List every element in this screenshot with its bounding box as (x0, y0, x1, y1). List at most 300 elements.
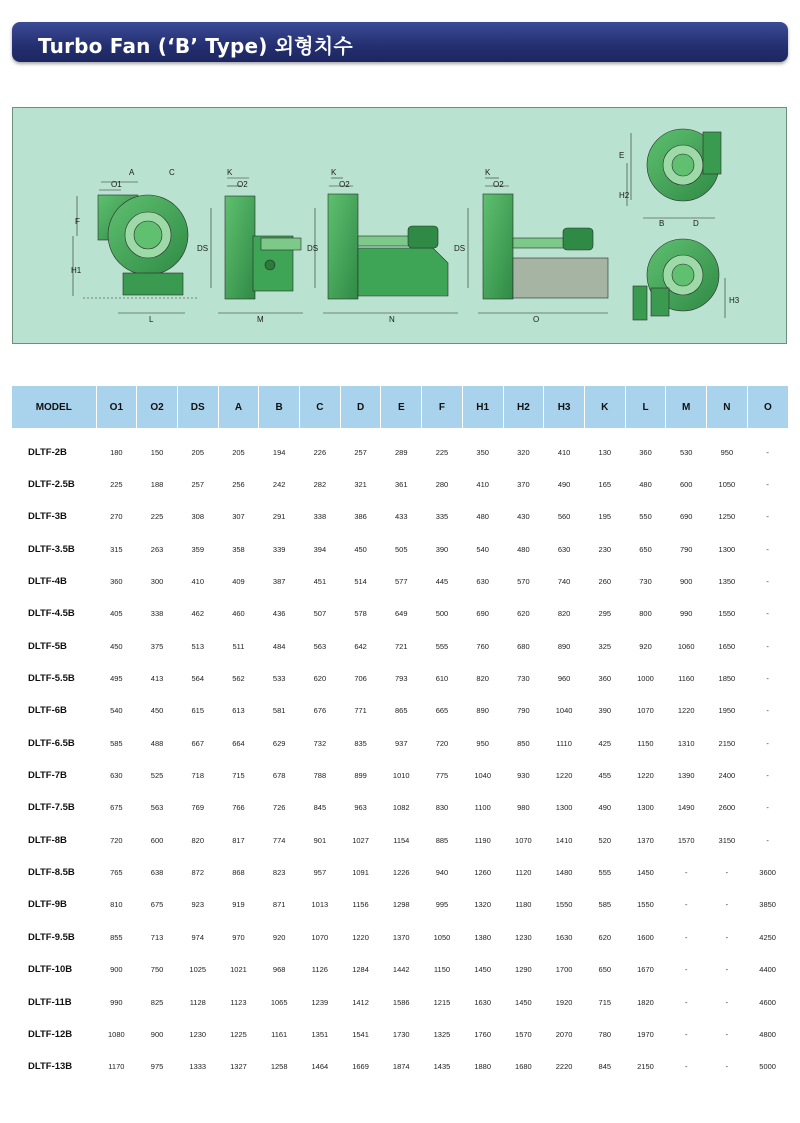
value-cell: 339 (272, 544, 286, 554)
value-cell: 1480 (555, 868, 573, 878)
value-cell: 1920 (555, 997, 573, 1007)
value-cell: 320 (517, 447, 530, 457)
column-header: H1 (462, 386, 503, 428)
value-cell: - (766, 577, 769, 587)
value-cell: 450 (150, 706, 164, 716)
value-cell: - (766, 480, 769, 490)
model-cell: DLTF-5B (28, 640, 67, 652)
column-header: C (300, 386, 341, 428)
value-cell: 760 (476, 641, 489, 651)
value-cell: 1021 (230, 965, 247, 975)
value-cell: 820 (557, 609, 571, 619)
value-cell: 1325 (433, 1029, 451, 1039)
value-cell: 919 (232, 900, 245, 910)
value-cell: - (725, 868, 729, 878)
value-cell: 713 (150, 932, 164, 942)
value-cell: 1320 (474, 900, 492, 910)
value-cell: 1082 (392, 803, 410, 813)
value-cell: 1410 (555, 835, 573, 845)
value-cell: 968 (272, 965, 286, 975)
value-cell: 1230 (189, 1029, 207, 1039)
value-cell: 505 (395, 544, 408, 554)
value-cell: 1298 (392, 900, 410, 910)
value-cell: 1220 (352, 932, 369, 942)
value-cell: 957 (313, 868, 327, 878)
value-cell: 890 (557, 641, 571, 651)
label-h3: H3 (729, 296, 740, 305)
column-header: O (747, 386, 788, 428)
model-cell: DLTF-13B (28, 1061, 73, 1073)
label-h2: H2 (619, 191, 630, 200)
label-e: E (619, 151, 625, 160)
side-view-b (315, 178, 458, 313)
value-cell: 1220 (555, 771, 573, 781)
value-cell: 460 (232, 609, 245, 619)
value-cell: 225 (435, 447, 449, 457)
value-cell: 920 (639, 641, 652, 651)
value-cell: 810 (110, 900, 123, 910)
value-cell: - (684, 1062, 688, 1072)
value-cell: 1070 (515, 835, 532, 845)
model-cell: DLTF-12B (28, 1028, 73, 1040)
value-cell: 690 (476, 609, 489, 619)
column-header: D (340, 386, 381, 428)
value-cell: 750 (150, 965, 164, 975)
value-cell: 890 (476, 706, 489, 716)
value-cell: 667 (191, 738, 205, 748)
value-cell: 1180 (515, 900, 532, 910)
value-cell: 1025 (189, 965, 207, 975)
value-cell: 676 (313, 706, 327, 716)
value-cell: 868 (232, 868, 245, 878)
value-cell: - (766, 771, 769, 781)
value-cell: 950 (720, 447, 734, 457)
value-cell: 629 (272, 738, 286, 748)
column-header: A (218, 386, 259, 428)
value-cell: 2400 (718, 771, 736, 781)
value-cell: 507 (313, 609, 327, 619)
label-h1: H1 (71, 266, 82, 275)
value-cell: 410 (557, 447, 571, 457)
value-cell: 1550 (718, 609, 736, 619)
value-cell: 520 (598, 835, 612, 845)
table-row (12, 1018, 788, 1050)
value-cell: 963 (354, 803, 367, 813)
value-cell: 564 (191, 674, 205, 684)
value-cell: 405 (110, 609, 123, 619)
column-header: F (422, 386, 463, 428)
label-o1: O1 (111, 180, 122, 189)
value-cell: 360 (598, 674, 612, 684)
value-cell: 130 (598, 447, 612, 457)
value-cell: 308 (191, 512, 205, 522)
value-cell: 410 (191, 577, 205, 587)
column-header: O1 (96, 386, 137, 428)
value-cell: 436 (272, 609, 286, 619)
value-cell: 562 (232, 674, 245, 684)
value-cell: 771 (354, 706, 367, 716)
value-cell: 1154 (393, 835, 410, 845)
label-l: L (149, 315, 154, 324)
label-ds-3: DS (454, 244, 466, 253)
value-cell: 675 (150, 900, 164, 910)
value-cell: 900 (150, 1029, 164, 1039)
value-cell: 726 (272, 803, 286, 813)
value-cell: 730 (517, 674, 530, 684)
value-cell: 514 (354, 577, 367, 587)
value-cell: 664 (232, 738, 245, 748)
value-cell: 270 (110, 512, 123, 522)
model-cell: DLTF-8.5B (28, 867, 75, 879)
value-cell: 872 (191, 868, 205, 878)
value-cell: 165 (598, 480, 612, 490)
value-cell: 257 (354, 447, 367, 457)
value-cell: - (766, 674, 769, 684)
value-cell: 409 (232, 577, 245, 587)
value-cell: 1091 (352, 868, 369, 878)
value-cell: 1070 (637, 706, 654, 716)
value-cell: 455 (598, 771, 612, 781)
model-cell: DLTF-5.5B (28, 673, 75, 685)
value-cell: 800 (639, 609, 652, 619)
column-header: M (666, 386, 707, 428)
value-cell: 513 (191, 641, 205, 651)
value-cell: 706 (354, 674, 367, 684)
value-cell: 394 (313, 544, 327, 554)
value-cell: 361 (395, 480, 408, 490)
value-cell: 260 (598, 577, 612, 587)
value-cell: 525 (150, 771, 164, 781)
value-cell: 540 (110, 706, 123, 716)
value-cell: 1230 (515, 932, 532, 942)
value-cell: 630 (557, 544, 571, 554)
value-cell: 732 (313, 738, 327, 748)
value-cell: 1239 (311, 997, 329, 1007)
value-cell: 263 (150, 544, 164, 554)
value-cell: 577 (395, 577, 408, 587)
value-cell: 823 (272, 868, 286, 878)
value-cell: - (725, 900, 729, 910)
table-row (12, 792, 788, 824)
value-cell: 581 (272, 706, 286, 716)
value-cell: 1126 (311, 965, 328, 975)
table-row (12, 921, 788, 953)
dimension-table (12, 386, 788, 1083)
value-cell: 678 (272, 771, 286, 781)
value-cell: 480 (639, 480, 652, 490)
value-cell: 1110 (556, 738, 572, 748)
value-cell: 1874 (392, 1062, 410, 1072)
column-header: H3 (544, 386, 585, 428)
value-cell: 620 (517, 609, 530, 619)
label-o: O (533, 315, 540, 324)
value-cell: 923 (191, 900, 205, 910)
label-m: M (257, 315, 264, 324)
value-cell: 718 (191, 771, 205, 781)
value-cell: 600 (679, 480, 693, 490)
value-cell: 1060 (677, 641, 695, 651)
value-cell: 282 (313, 480, 327, 490)
value-cell: 1390 (677, 771, 695, 781)
value-cell: 533 (272, 674, 286, 684)
value-cell: 715 (232, 771, 245, 781)
value-cell: 585 (110, 738, 123, 748)
value-cell: 1013 (311, 900, 329, 910)
value-cell: 1700 (555, 965, 573, 975)
value-cell: 950 (476, 738, 489, 748)
value-cell: 3150 (718, 835, 736, 845)
value-cell: 570 (517, 577, 530, 587)
value-cell: 321 (354, 480, 367, 490)
value-cell: 1040 (474, 771, 492, 781)
table-row (12, 428, 788, 468)
value-cell: - (684, 900, 688, 910)
value-cell: 769 (191, 803, 205, 813)
value-cell: 920 (272, 932, 286, 942)
value-cell: 766 (232, 803, 245, 813)
value-cell: 1000 (637, 674, 654, 684)
value-cell: 563 (313, 641, 327, 651)
value-cell: 610 (435, 674, 449, 684)
label-o2-1: O2 (237, 180, 248, 189)
value-cell: 900 (110, 965, 123, 975)
value-cell: 256 (232, 480, 245, 490)
value-cell: 338 (313, 512, 327, 522)
value-cell: 370 (517, 480, 530, 490)
value-cell: 560 (557, 512, 571, 522)
value-cell: - (725, 1029, 729, 1039)
value-cell: 1490 (677, 803, 695, 813)
value-cell: 1050 (718, 480, 736, 490)
value-cell: 1120 (515, 868, 532, 878)
value-cell: 1450 (515, 997, 532, 1007)
value-cell: 360 (639, 447, 652, 457)
value-cell: 901 (313, 835, 327, 845)
value-cell: 1284 (352, 965, 369, 975)
value-cell: 620 (598, 932, 612, 942)
value-cell: 300 (150, 577, 164, 587)
value-cell: 1730 (392, 1029, 410, 1039)
value-cell: 970 (232, 932, 245, 942)
value-cell: 1333 (189, 1062, 207, 1072)
value-cell: 1450 (637, 868, 654, 878)
value-cell: 1260 (474, 868, 492, 878)
value-cell: 1300 (637, 803, 654, 813)
value-cell: 730 (639, 577, 652, 587)
table-row (12, 856, 788, 888)
value-cell: 900 (679, 577, 693, 587)
value-cell: 225 (150, 512, 164, 522)
value-cell: 358 (232, 544, 245, 554)
value-cell: 630 (110, 771, 123, 781)
value-cell: - (725, 997, 729, 1007)
bottom-view (633, 239, 725, 320)
label-f: F (75, 217, 80, 226)
table-row (12, 889, 788, 921)
value-cell: - (684, 997, 688, 1007)
value-cell: 930 (517, 771, 530, 781)
label-c: C (169, 168, 175, 177)
value-cell: 194 (272, 447, 286, 457)
table-row (12, 824, 788, 856)
value-cell: 630 (476, 577, 489, 587)
table-header-row (12, 386, 788, 428)
value-cell: 433 (395, 512, 408, 522)
value-cell: 1670 (637, 965, 654, 975)
value-cell: - (725, 1062, 729, 1072)
value-cell: 495 (110, 674, 123, 684)
model-cell: DLTF-2B (28, 446, 67, 458)
column-header: E (381, 386, 422, 428)
value-cell: 1970 (637, 1029, 654, 1039)
column-header: O2 (137, 386, 178, 428)
table-body (12, 428, 788, 1083)
value-cell: 642 (354, 641, 367, 651)
value-cell: 360 (110, 577, 123, 587)
table-row (12, 954, 788, 986)
value-cell: 578 (354, 609, 367, 619)
front-view (73, 182, 198, 313)
value-cell: 820 (476, 674, 489, 684)
value-cell: 835 (354, 738, 367, 748)
value-cell: - (766, 609, 769, 619)
value-cell: 1541 (352, 1029, 369, 1039)
value-cell: 1370 (392, 932, 410, 942)
value-cell: 291 (272, 512, 286, 522)
value-cell: 230 (598, 544, 612, 554)
value-cell: 530 (679, 447, 693, 457)
value-cell: 5000 (759, 1062, 776, 1072)
value-cell: 226 (313, 447, 327, 457)
model-cell: DLTF-11B (28, 996, 72, 1008)
value-cell: 1040 (555, 706, 573, 716)
value-cell: 1100 (474, 803, 491, 813)
value-cell: 937 (395, 738, 408, 748)
label-o2-2: O2 (339, 180, 350, 189)
value-cell: 4600 (759, 997, 776, 1007)
label-ds-1: DS (197, 244, 209, 253)
value-cell: 1258 (270, 1062, 288, 1072)
value-cell: 820 (191, 835, 205, 845)
value-cell: 1150 (637, 738, 654, 748)
label-b: B (659, 219, 665, 228)
model-cell: DLTF-7.5B (28, 802, 75, 814)
value-cell: 205 (232, 447, 245, 457)
label-n: N (389, 315, 395, 324)
value-cell: 1586 (392, 997, 410, 1007)
value-cell: 980 (517, 803, 530, 813)
value-cell: 1220 (677, 706, 695, 716)
value-cell: - (766, 544, 769, 554)
value-cell: - (766, 803, 769, 813)
value-cell: 307 (232, 512, 245, 522)
value-cell: 1630 (474, 997, 492, 1007)
table-row (12, 565, 788, 597)
value-cell: 1010 (392, 771, 410, 781)
value-cell: 242 (272, 480, 286, 490)
value-cell: 1220 (637, 771, 654, 781)
value-cell: 3600 (759, 868, 776, 878)
value-cell: - (684, 1029, 688, 1039)
value-cell: 555 (598, 868, 612, 878)
value-cell: 359 (191, 544, 205, 554)
table-row (12, 695, 788, 727)
value-cell: 1300 (718, 544, 736, 554)
value-cell: 350 (476, 447, 489, 457)
value-cell: 780 (598, 1029, 612, 1039)
value-cell: 205 (191, 447, 205, 457)
label-k-3: K (485, 168, 491, 177)
value-cell: 1310 (677, 738, 695, 748)
value-cell: 257 (191, 480, 205, 490)
value-cell: 974 (191, 932, 205, 942)
value-cell: 1027 (352, 835, 369, 845)
value-cell: - (766, 738, 769, 748)
value-cell: 793 (395, 674, 408, 684)
value-cell: 1225 (230, 1029, 247, 1039)
model-cell: DLTF-6.5B (28, 737, 75, 749)
value-cell: 1190 (474, 835, 491, 845)
model-cell: DLTF-3.5B (28, 543, 75, 555)
value-cell: 1226 (392, 868, 410, 878)
value-cell: 845 (313, 803, 327, 813)
value-cell: 375 (150, 641, 164, 651)
value-cell: 490 (598, 803, 612, 813)
label-o2-3: O2 (493, 180, 504, 189)
table-row (12, 986, 788, 1018)
value-cell: 650 (598, 965, 612, 975)
label-a: A (129, 168, 135, 177)
top-view (627, 129, 721, 218)
value-cell: 675 (110, 803, 123, 813)
value-cell: 410 (476, 480, 489, 490)
value-cell: 1290 (515, 965, 532, 975)
value-cell: 1435 (433, 1062, 451, 1072)
value-cell: 1250 (718, 512, 736, 522)
value-cell: 775 (435, 771, 449, 781)
column-header: B (259, 386, 300, 428)
title-bar (12, 22, 788, 62)
value-cell: 613 (232, 706, 245, 716)
column-header: H2 (503, 386, 544, 428)
value-cell: 280 (435, 480, 449, 490)
value-cell: 1161 (271, 1029, 288, 1039)
value-cell: 885 (435, 835, 449, 845)
value-cell: 1412 (352, 997, 369, 1007)
value-cell: 817 (232, 835, 245, 845)
model-cell: DLTF-4B (28, 576, 67, 588)
value-cell: 1950 (718, 706, 736, 716)
value-cell: 550 (639, 512, 652, 522)
value-cell: - (766, 706, 769, 716)
table-row (12, 759, 788, 791)
value-cell: 450 (110, 641, 123, 651)
value-cell: 638 (150, 868, 164, 878)
value-cell: 390 (435, 544, 449, 554)
value-cell: 1680 (515, 1062, 532, 1072)
value-cell: 585 (598, 900, 612, 910)
label-k-2: K (331, 168, 337, 177)
value-cell: 490 (557, 480, 571, 490)
value-cell: 225 (110, 480, 123, 490)
value-cell: 715 (598, 997, 612, 1007)
value-cell: 600 (150, 835, 164, 845)
value-cell: 871 (272, 900, 286, 910)
column-header: K (584, 386, 625, 428)
value-cell: 1669 (352, 1062, 369, 1072)
table-row (12, 727, 788, 759)
value-cell: 1050 (433, 932, 451, 942)
